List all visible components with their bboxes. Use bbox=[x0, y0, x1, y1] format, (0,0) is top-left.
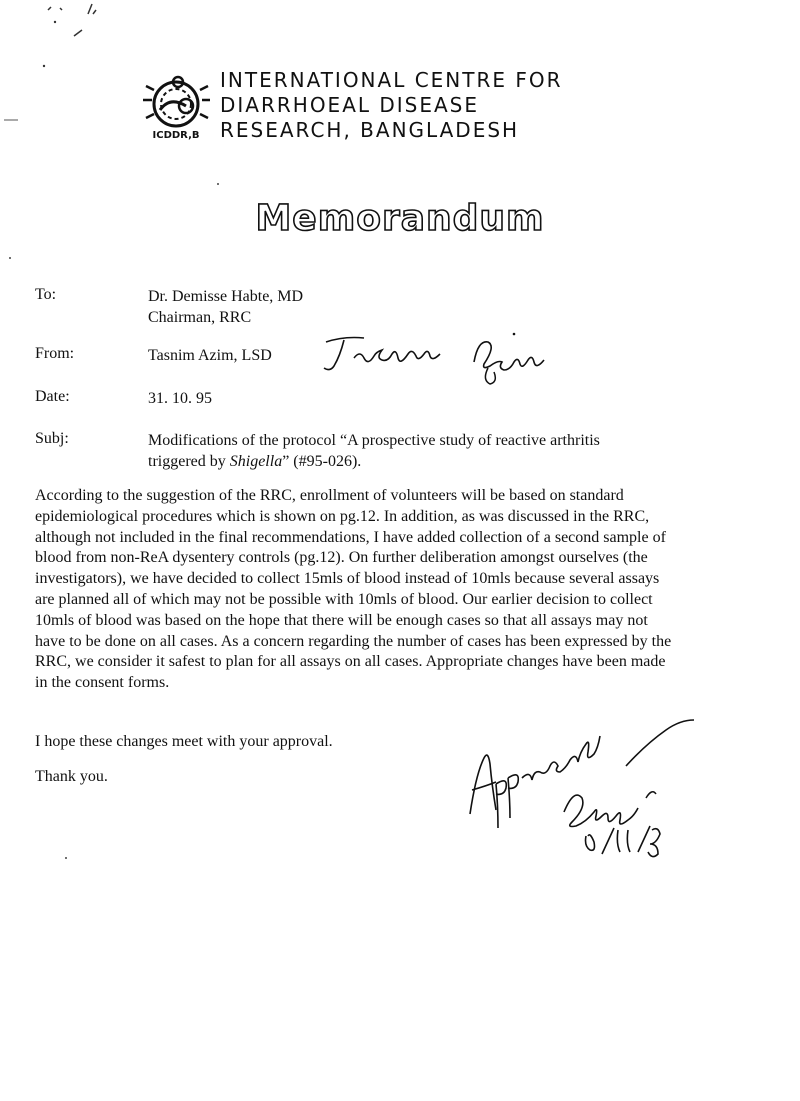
subject-line-2 bbox=[148, 451, 361, 472]
to-title: Chairman, RRC bbox=[148, 309, 252, 326]
subject-line-1: Modifications of the protocol “A prospective study of reactive arthritis bbox=[148, 432, 600, 449]
to-label: To: bbox=[35, 286, 57, 303]
logo-text: ICDDR,B bbox=[152, 130, 200, 141]
from-name: Tasnim Azim, LSD bbox=[148, 347, 272, 364]
subject-line-2-prefix: triggered by bbox=[148, 453, 230, 470]
subject-line-2-suffix: ” (#95-026). bbox=[282, 453, 362, 470]
author-signature bbox=[318, 328, 548, 388]
subject-label: Subj: bbox=[35, 430, 69, 447]
closing-hope: I hope these changes meet with your approval. bbox=[35, 733, 333, 750]
from-label: From: bbox=[35, 345, 75, 362]
document-title: Memorandum bbox=[255, 198, 545, 239]
organization-name bbox=[220, 68, 563, 143]
subject-organism: Shigella bbox=[229, 453, 283, 470]
to-name: Dr. Demisse Habte, MD bbox=[148, 288, 304, 305]
date-value: 31. 10. 95 bbox=[148, 390, 212, 407]
icddrb-logo bbox=[140, 70, 212, 142]
org-line-2: DIARRHOEAL DISEASE bbox=[220, 93, 480, 117]
org-line-3: RESEARCH, BANGLADESH bbox=[220, 118, 520, 142]
closing-thanks: Thank you. bbox=[35, 768, 108, 785]
date-label: Date: bbox=[35, 388, 70, 405]
org-line-1: INTERNATIONAL CENTRE FOR bbox=[220, 68, 563, 92]
approval-handwriting bbox=[460, 718, 700, 868]
body-paragraph: According to the suggestion of the RRC, enrollment of volunteers will be based on standard epidemiological procedures which is shown on pg.12. In addition, as was discussed in the RRC, although not included in the final recommendations, I have added collection of a second sample of blood from non-ReA dysentery controls (pg.12). On further deliberation amongst ourselves (the investigators), we have decided to collect 15mls of blood instead of 10mls because several assays are planned all of which may not be possible with 10mls of blood. Our earlier decision to collect 10mls of blood was based on the hope that there will be enough cases so that all assays may not have to be done on all cases. As a concern regarding the number of cases has been expressed by the RRC, we consider it safest to plan for all assays on all cases. Appropriate changes have been made in the consent forms. bbox=[35, 487, 672, 692]
